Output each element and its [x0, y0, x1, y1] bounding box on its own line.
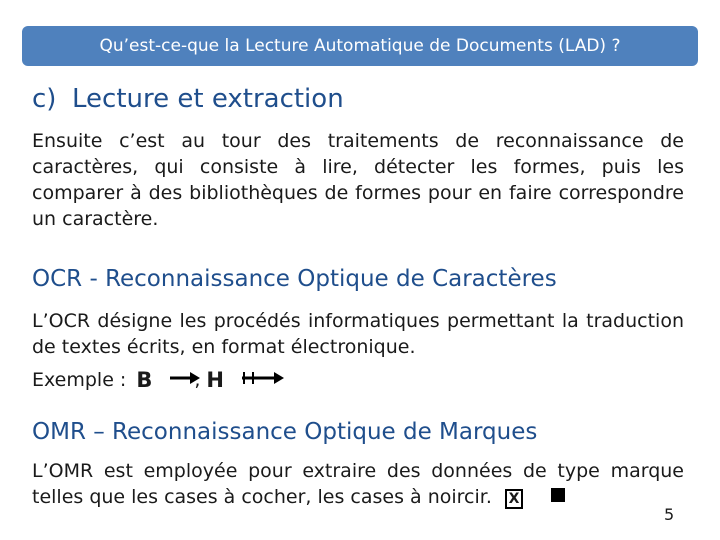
- arrow-right-icon: [242, 369, 284, 391]
- section-title: [32, 84, 344, 114]
- slide-title: Qu’est-ce-que la Lecture Automatique de Documents (LAD) ?: [99, 36, 621, 56]
- example-letter-h: H: [206, 368, 224, 392]
- slide-header-bar: [22, 26, 698, 66]
- section-title-text: Lecture et extraction: [72, 84, 344, 114]
- intro-paragraph: Ensuite c’est au tour des traitements de reconnaissance de caractères, qui consiste à lire, détecter les formes, puis les comparer à des bibliothèques de formes pour en faire correspondre un caractère.: [32, 130, 684, 230]
- checked-box-icon: X: [505, 489, 523, 509]
- section-number: c): [32, 84, 57, 114]
- example-separator: ,: [194, 369, 201, 391]
- omr-heading: OMR – Reconnaissance Optique de Marques: [32, 419, 538, 445]
- example-label: Exemple :: [32, 369, 127, 391]
- ocr-heading: OCR - Reconnaissance Optique de Caractères: [32, 266, 557, 292]
- ocr-example-row: [32, 366, 284, 394]
- ocr-paragraph: L’OCR désigne les procédés informatiques permettant la traduction de textes écrits, en format électronique.: [32, 310, 684, 358]
- filled-square-icon: [551, 488, 565, 502]
- example-letter-b: B: [136, 368, 153, 392]
- omr-paragraph: L’OMR est employée pour extraire des données de type marque telles que les cases à cocher, les cases à noircir.: [32, 460, 684, 508]
- page-number: 5: [664, 505, 675, 524]
